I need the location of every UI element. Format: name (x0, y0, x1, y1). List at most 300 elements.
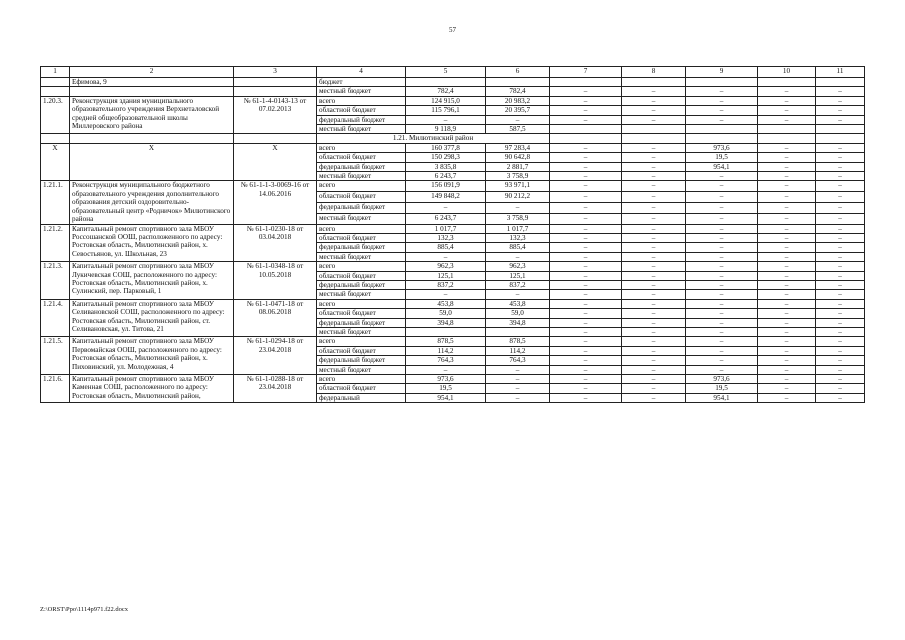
value-cell: – (816, 153, 865, 162)
value-cell: – (622, 262, 686, 271)
value-cell: – (550, 106, 622, 115)
table-row (41, 181, 865, 192)
value-cell: – (758, 243, 816, 252)
value-cell: – (758, 172, 816, 181)
item-name: Реконструкция муниципального бюджетного образовательного учреждения дополнительного образования детский оздоровительно-образовательный центр «Родничок» Милютинского района (70, 181, 234, 224)
table-cell (41, 87, 70, 96)
section-row (41, 134, 865, 143)
value-cell: 453,8 (406, 299, 486, 308)
table-row (41, 262, 865, 271)
value-cell: 973,6 (686, 143, 758, 152)
table-cell (70, 134, 234, 143)
value-cell: 19,5 (406, 384, 486, 393)
value-cell: 97 283,4 (486, 143, 550, 152)
value-cell: – (686, 252, 758, 261)
table-row (41, 375, 865, 384)
value-cell: – (758, 337, 816, 346)
value-cell: – (622, 327, 686, 336)
value-cell: – (550, 172, 622, 181)
value-cell: 954,1 (406, 393, 486, 402)
item-name: Реконструкция здания муниципального образовательного учреждения Верхнеталовской средней общеобразовательной школы Миллеровского района (70, 96, 234, 134)
value-cell: – (758, 213, 816, 224)
value-cell: – (622, 224, 686, 233)
value-cell: – (816, 384, 865, 393)
value-cell: 973,6 (686, 375, 758, 384)
value-cell: – (816, 327, 865, 336)
value-cell: – (686, 290, 758, 299)
value-cell: 954,1 (686, 393, 758, 402)
value-cell: – (816, 318, 865, 327)
value-cell: – (550, 365, 622, 374)
item-number: 1.21.5. (41, 337, 70, 375)
value-cell: 20 395,7 (486, 106, 550, 115)
funding-source: федеральный бюджет (317, 115, 406, 124)
value-cell: – (622, 346, 686, 355)
value-cell: 3 835,8 (406, 162, 486, 171)
value-cell: – (816, 202, 865, 213)
value-cell: – (686, 299, 758, 308)
funding-source: областной бюджет (317, 346, 406, 355)
value-cell: – (686, 96, 758, 105)
value-cell: 394,8 (406, 318, 486, 327)
value-cell: – (816, 181, 865, 192)
column-header: 3 (234, 67, 317, 78)
funding-source: местный бюджет (317, 327, 406, 336)
summary-marker: Х (234, 143, 317, 181)
item-name: Капитальный ремонт спортивного зала МБОУ Лукичевская СОШ, расположенного по адресу: Ростовская область, Милютинский район, х. Сулинский, пер. Парковый, 1 (70, 262, 234, 300)
table-cell (686, 134, 758, 143)
value-cell: – (550, 233, 622, 242)
value-cell: – (550, 162, 622, 171)
value-cell: 90 642,8 (486, 153, 550, 162)
value-cell: – (758, 375, 816, 384)
value-cell: – (816, 192, 865, 203)
value-cell: – (406, 365, 486, 374)
value-cell: – (622, 375, 686, 384)
funding-source: областной бюджет (317, 233, 406, 242)
value-cell: – (550, 337, 622, 346)
value-cell: – (486, 365, 550, 374)
value-cell: 19,5 (686, 384, 758, 393)
table-row (41, 224, 865, 233)
column-header: 4 (317, 67, 406, 78)
value-cell: – (622, 233, 686, 242)
summary-marker: Х (70, 143, 234, 181)
item-name: Капитальный ремонт спортивного зала МБОУ Селивановской СОШ, расположенного по адресу: Ростовская область, Милютинский район, ст. Селивановская, ул. Титова, 21 (70, 299, 234, 337)
table-cell (816, 134, 865, 143)
value-cell: 453,8 (486, 299, 550, 308)
value-cell: – (550, 96, 622, 105)
item-document: № 61-1-0471-18 от 08.06.2018 (234, 299, 317, 337)
funding-source: областной бюджет (317, 153, 406, 162)
value-cell: 9 118,9 (406, 125, 486, 134)
value-cell: – (486, 375, 550, 384)
value-cell: – (758, 153, 816, 162)
value-cell: – (550, 243, 622, 252)
table-cell: – (816, 87, 865, 96)
value-cell: – (622, 318, 686, 327)
value-cell: – (758, 299, 816, 308)
value-cell: – (550, 299, 622, 308)
value-cell: – (406, 202, 486, 213)
value-cell: – (550, 181, 622, 192)
value-cell: 1 017,7 (486, 224, 550, 233)
value-cell: – (816, 262, 865, 271)
value-cell: 885,4 (486, 243, 550, 252)
column-header: 2 (70, 67, 234, 78)
value-cell: – (758, 115, 816, 124)
value-cell: – (816, 309, 865, 318)
value-cell: – (758, 192, 816, 203)
value-cell: – (550, 271, 622, 280)
value-cell: 59,0 (406, 309, 486, 318)
value-cell: – (622, 280, 686, 289)
value-cell: 394,8 (486, 318, 550, 327)
value-cell: – (622, 356, 686, 365)
funding-source: всего (317, 224, 406, 233)
table-cell: 782,4 (406, 87, 486, 96)
funding-source: федеральный бюджет (317, 356, 406, 365)
value-cell: 6 243,7 (406, 172, 486, 181)
table-cell: – (622, 87, 686, 96)
value-cell: – (622, 181, 686, 192)
value-cell: – (550, 143, 622, 152)
value-cell: 125,1 (406, 271, 486, 280)
funding-source: местный бюджет (317, 213, 406, 224)
funding-source: всего (317, 262, 406, 271)
value-cell: 1 017,7 (406, 224, 486, 233)
value-cell: – (816, 106, 865, 115)
value-cell: – (550, 393, 622, 402)
value-cell: – (622, 271, 686, 280)
value-cell: – (622, 337, 686, 346)
value-cell: – (758, 346, 816, 355)
value-cell: – (622, 162, 686, 171)
table-cell (406, 78, 486, 87)
value-cell: – (758, 280, 816, 289)
value-cell: – (686, 262, 758, 271)
value-cell: – (622, 384, 686, 393)
value-cell: 885,4 (406, 243, 486, 252)
value-cell: – (816, 290, 865, 299)
value-cell: – (758, 162, 816, 171)
value-cell: 160 377,8 (406, 143, 486, 152)
value-cell: 114,2 (406, 346, 486, 355)
value-cell: – (686, 243, 758, 252)
funding-source: всего (317, 143, 406, 152)
value-cell: – (758, 365, 816, 374)
value-cell: 962,3 (406, 262, 486, 271)
value-cell (758, 125, 816, 134)
table-cell (234, 87, 317, 96)
item-name: Капитальный ремонт спортивного зала МБОУ Первомайская ООШ, расположенного по адресу: Ростовская область, Милютинский район, х. Пиховинский, ул. Молодежная, 4 (70, 337, 234, 375)
funding-source: местный бюджет (317, 290, 406, 299)
funding-source: федеральный бюджет (317, 162, 406, 171)
value-cell: 587,5 (486, 125, 550, 134)
funding-source: местный бюджет (317, 125, 406, 134)
value-cell: 125,1 (486, 271, 550, 280)
value-cell: 3 758,9 (486, 172, 550, 181)
table-cell: Ефимова, 9 (70, 78, 234, 87)
value-cell: – (486, 384, 550, 393)
value-cell: – (550, 346, 622, 355)
item-name: Капитальный ремонт спортивного зала МБОУ Каменная СОШ, расположенного по адресу: Ростовская область, Милютинский район, (70, 375, 234, 403)
value-cell: – (686, 213, 758, 224)
table-cell (41, 78, 70, 87)
value-cell: 114,2 (486, 346, 550, 355)
value-cell: – (758, 181, 816, 192)
item-number: 1.21.1. (41, 181, 70, 224)
value-cell: – (550, 327, 622, 336)
table-cell: местный бюджет (317, 87, 406, 96)
table-cell (41, 134, 70, 143)
table-cell: 782,4 (486, 87, 550, 96)
funding-source: всего (317, 96, 406, 105)
funding-source: всего (317, 181, 406, 192)
funding-source: областной бюджет (317, 271, 406, 280)
funding-source: всего (317, 375, 406, 384)
value-cell: 150 298,3 (406, 153, 486, 162)
value-cell: – (686, 318, 758, 327)
value-cell: – (758, 309, 816, 318)
summary-row (41, 143, 865, 152)
column-header: 9 (686, 67, 758, 78)
value-cell: 90 212,2 (486, 192, 550, 203)
value-cell: – (622, 96, 686, 105)
column-header: 5 (406, 67, 486, 78)
value-cell: – (816, 393, 865, 402)
value-cell: – (486, 290, 550, 299)
value-cell: – (816, 172, 865, 181)
funding-source: местный бюджет (317, 365, 406, 374)
item-number: 1.21.3. (41, 262, 70, 300)
value-cell: 93 971,1 (486, 181, 550, 192)
value-cell: 837,2 (406, 280, 486, 289)
value-cell: – (550, 192, 622, 203)
value-cell: 132,3 (486, 233, 550, 242)
table-cell (486, 78, 550, 87)
value-cell: – (816, 96, 865, 105)
value-cell: – (758, 96, 816, 105)
funding-source: областной бюджет (317, 384, 406, 393)
value-cell: – (622, 299, 686, 308)
funding-source: федеральный бюджет (317, 318, 406, 327)
table-cell (550, 78, 622, 87)
value-cell: 6 243,7 (406, 213, 486, 224)
table-row (41, 78, 865, 87)
value-cell: – (686, 192, 758, 203)
value-cell: – (758, 356, 816, 365)
funding-source: федеральный (317, 393, 406, 402)
value-cell: 115 796,1 (406, 106, 486, 115)
value-cell: 59,0 (486, 309, 550, 318)
file-path: Z:\ORST\Ppo\1114p971.f22.docx (40, 606, 128, 613)
value-cell: – (816, 213, 865, 224)
column-header: 6 (486, 67, 550, 78)
value-cell: – (686, 233, 758, 242)
table-row (41, 96, 865, 105)
value-cell: 3 758,9 (486, 213, 550, 224)
value-cell: – (406, 115, 486, 124)
table-cell (234, 134, 317, 143)
value-cell: 878,5 (486, 337, 550, 346)
table-header-row (41, 67, 865, 78)
value-cell: – (622, 143, 686, 152)
value-cell: – (550, 262, 622, 271)
value-cell: – (622, 365, 686, 374)
value-cell: – (622, 153, 686, 162)
value-cell: – (550, 318, 622, 327)
value-cell: – (758, 252, 816, 261)
value-cell: – (550, 356, 622, 365)
item-name: Капитальный ремонт спортивного зала МБОУ Россошанской ООШ, расположенного по адресу: Ростовская область, Милютинский район, х. Севостьянов, ул. Школьная, 23 (70, 224, 234, 262)
value-cell: – (816, 252, 865, 261)
value-cell: – (816, 271, 865, 280)
value-cell: – (758, 393, 816, 402)
value-cell: – (816, 299, 865, 308)
column-header: 7 (550, 67, 622, 78)
funding-source: федеральный бюджет (317, 280, 406, 289)
funding-source: местный бюджет (317, 252, 406, 261)
table-row (41, 337, 865, 346)
funding-source: областной бюджет (317, 192, 406, 203)
value-cell: – (686, 327, 758, 336)
budget-table (40, 66, 865, 403)
value-cell: – (816, 365, 865, 374)
value-cell: 973,6 (406, 375, 486, 384)
value-cell: – (816, 280, 865, 289)
value-cell: – (622, 290, 686, 299)
value-cell: – (816, 233, 865, 242)
table-cell (686, 78, 758, 87)
value-cell: – (686, 172, 758, 181)
value-cell: 124 915,0 (406, 96, 486, 105)
item-number: 1.21.4. (41, 299, 70, 337)
item-document: № 61-1-0288-18 от 23.04.2018 (234, 375, 317, 403)
value-cell: – (758, 318, 816, 327)
value-cell: 764,3 (486, 356, 550, 365)
table-cell (758, 78, 816, 87)
value-cell (550, 125, 622, 134)
value-cell: 878,5 (406, 337, 486, 346)
value-cell: – (550, 375, 622, 384)
value-cell: – (816, 162, 865, 171)
value-cell: – (816, 224, 865, 233)
value-cell: – (816, 346, 865, 355)
value-cell: – (622, 252, 686, 261)
value-cell: – (550, 384, 622, 393)
value-cell: – (622, 213, 686, 224)
value-cell: 20 983,2 (486, 96, 550, 105)
funding-source: федеральный бюджет (317, 243, 406, 252)
value-cell: – (550, 224, 622, 233)
value-cell: – (486, 393, 550, 402)
funding-source: всего (317, 299, 406, 308)
value-cell: – (758, 224, 816, 233)
value-cell: – (550, 115, 622, 124)
value-cell: – (758, 202, 816, 213)
item-number: 1.21.2. (41, 224, 70, 262)
funding-source: федеральный бюджет (317, 202, 406, 213)
value-cell: – (816, 115, 865, 124)
value-cell: – (622, 202, 686, 213)
funding-source: всего (317, 337, 406, 346)
value-cell: 962,3 (486, 262, 550, 271)
value-cell: – (550, 153, 622, 162)
value-cell: – (406, 290, 486, 299)
value-cell: – (550, 280, 622, 289)
value-cell: – (758, 384, 816, 393)
value-cell: – (486, 202, 550, 213)
value-cell (486, 327, 550, 336)
table-cell: бюджет (317, 78, 406, 87)
value-cell: 156 091,9 (406, 181, 486, 192)
value-cell: – (686, 337, 758, 346)
value-cell: 19,5 (686, 153, 758, 162)
item-document: № 61-1-1-3-0069-16 от 14.06.2016 (234, 181, 317, 224)
value-cell: – (816, 243, 865, 252)
table-row (41, 299, 865, 308)
value-cell: – (622, 192, 686, 203)
value-cell: – (686, 181, 758, 192)
table-cell (234, 78, 317, 87)
value-cell (406, 327, 486, 336)
column-header: 1 (41, 67, 70, 78)
table-cell (758, 134, 816, 143)
summary-marker: Х (41, 143, 70, 181)
value-cell (816, 125, 865, 134)
item-document: № 61-1-0294-18 от 23.04.2018 (234, 337, 317, 375)
value-cell: – (758, 262, 816, 271)
value-cell: – (550, 252, 622, 261)
value-cell: – (758, 271, 816, 280)
table-row (41, 87, 865, 96)
value-cell: – (816, 337, 865, 346)
value-cell: – (686, 309, 758, 318)
value-cell: – (406, 252, 486, 261)
value-cell: – (686, 365, 758, 374)
item-document: № 61-1-0230-18 от 03.04.2018 (234, 224, 317, 262)
value-cell: – (622, 106, 686, 115)
value-cell: – (550, 309, 622, 318)
value-cell: – (686, 115, 758, 124)
table-cell (816, 78, 865, 87)
value-cell: – (758, 290, 816, 299)
value-cell: 764,3 (406, 356, 486, 365)
column-header: 11 (816, 67, 865, 78)
funding-source: местный бюджет (317, 172, 406, 181)
value-cell: – (622, 172, 686, 181)
table-cell: – (550, 87, 622, 96)
value-cell: – (686, 271, 758, 280)
table-cell: – (686, 87, 758, 96)
value-cell (686, 125, 758, 134)
value-cell: – (550, 290, 622, 299)
value-cell: – (686, 202, 758, 213)
value-cell: – (758, 143, 816, 152)
table-cell (70, 87, 234, 96)
value-cell: 837,2 (486, 280, 550, 289)
value-cell: – (686, 346, 758, 355)
value-cell: – (686, 356, 758, 365)
value-cell: – (758, 233, 816, 242)
page-number: 57 (449, 26, 456, 34)
value-cell: – (622, 243, 686, 252)
value-cell: 149 848,2 (406, 192, 486, 203)
value-cell: – (622, 115, 686, 124)
item-document: № 61-1-0348-18 от 10.05.2018 (234, 262, 317, 300)
value-cell: 2 881,7 (486, 162, 550, 171)
